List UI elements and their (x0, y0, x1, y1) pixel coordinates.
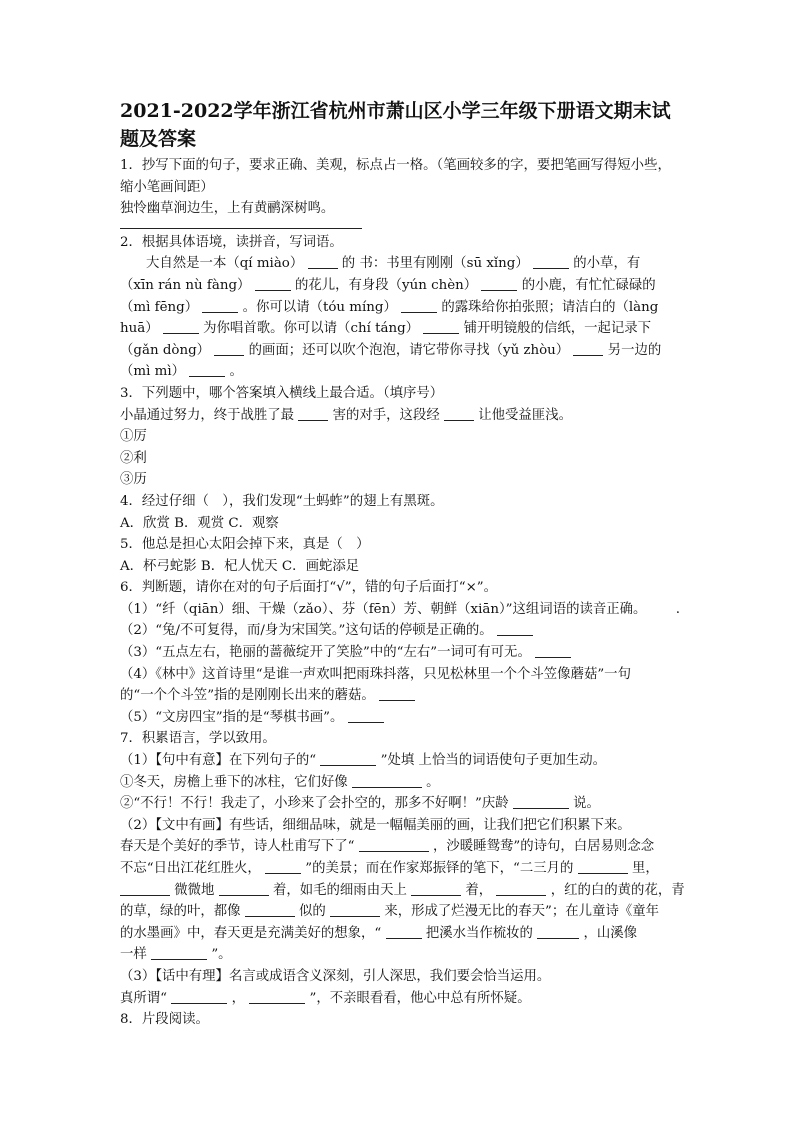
answer-blank[interactable] (379, 686, 415, 701)
text-segment: 的草，绿的叶，都像 (120, 904, 241, 920)
answer-blank[interactable] (573, 341, 603, 356)
text-segment: 铺开明镜般的信纸，一起记录下 (463, 321, 652, 337)
text-segment: 害的对手，这段经 (332, 407, 440, 423)
answer-blank[interactable] (386, 924, 422, 939)
text-segment: 。你可以请（tóu míng） (242, 299, 397, 315)
option-item[interactable]: ②利 (120, 450, 147, 466)
text-segment: 让他受益匪浅。 (478, 407, 572, 423)
text-segment: 的小草，有 (573, 256, 641, 272)
question-6-stem: 6．判断题，请你在对的句子后面打“√”，错的句子后面打“×”。 (120, 580, 498, 596)
judgement-item (120, 707, 676, 729)
answer-blank[interactable] (537, 924, 579, 939)
text-segment: ”，不亲眼看看，他心中总有所怀疑。 (309, 990, 531, 1006)
answer-blank[interactable] (481, 276, 517, 291)
judgement-item (120, 642, 676, 664)
answer-blank[interactable] (308, 254, 338, 269)
answer-blank[interactable] (352, 773, 422, 788)
text-segment: （1）【句中有意】在下列句子的“ (120, 753, 317, 769)
answer-blank[interactable] (298, 406, 328, 421)
text-segment: 的 书：书里有刚刚（sū xǐng） (341, 256, 529, 272)
text-segment: 的水墨画》中，春天更是充满美好的想象，“ (120, 925, 382, 941)
answer-blank[interactable] (401, 298, 437, 313)
question-2-line (120, 297, 676, 319)
page-title: 2021-2022学年浙江省杭州市萧山区小学三年级下册语文期末试题及答案 (120, 100, 671, 150)
answer-blank[interactable] (214, 341, 244, 356)
answer-blank[interactable] (151, 945, 207, 960)
text-segment: 小晶通过努力，终于战胜了最 (120, 407, 295, 423)
text-segment: （mì mì） (120, 364, 185, 380)
judgement-item (120, 620, 676, 642)
question-7-text (120, 944, 676, 966)
question-2-line (120, 361, 676, 383)
answer-blank[interactable] (219, 881, 269, 896)
text-segment: ，沙暖睡鸳鸯”的诗句，白居易则念念 (433, 839, 655, 855)
text-segment: （3）“五点左右，艳丽的蔷薇绽开了笑脸”中的“左右”一词可有可无。 (120, 645, 531, 661)
text-segment: 春天是个美好的季节，诗人杜甫写下了“ (120, 839, 355, 855)
question-7-text (120, 880, 685, 902)
text-segment: ①冬天，房檐上垂下的冰柱，它们好像 (120, 774, 348, 790)
answer-blank[interactable] (202, 298, 238, 313)
question-7-item (120, 772, 676, 794)
text-segment: 一样 (120, 947, 147, 963)
question-7-stem: 7．积累语言，学以致用。 (120, 731, 276, 747)
question-7-part3: （3）【话中有理】名言或成语含义深刻，引人深思，我们要会恰当运用。 (120, 968, 551, 984)
question-2-line (120, 253, 676, 275)
answer-blank[interactable] (535, 643, 571, 658)
question-4-stem: 4．经过仔细（ ），我们发现“土蚂蚱”的翅上有黑斑。 (120, 493, 444, 509)
text-segment: 另一边的 (607, 342, 662, 358)
answer-blank[interactable] (320, 751, 376, 766)
question-7-text (120, 836, 676, 858)
answer-blank[interactable] (411, 881, 461, 896)
answer-blank[interactable] (245, 902, 295, 917)
text-segment: 来，形成了烂漫无比的春天”；在儿童诗《童年 (384, 904, 660, 920)
option-item[interactable]: ①厉 (120, 429, 147, 445)
question-5-stem: 5．他总是担心太阳会掉下来，真是（ ） (120, 537, 370, 553)
text-segment: 为你唱首歌。你可以请（chí táng） (203, 321, 420, 337)
answer-blank[interactable] (444, 406, 474, 421)
answer-blank[interactable] (513, 794, 569, 809)
text-segment: 。 (229, 364, 243, 380)
answer-blank[interactable] (533, 254, 569, 269)
answer-blank[interactable] (423, 319, 459, 334)
question-7-part2: （2）【文中有画】有些话，细细品味，就是一幅幅美丽的画，让我们把它们积累下来。 (120, 817, 631, 833)
text-segment: 。 (426, 774, 440, 790)
answer-blank[interactable] (265, 859, 301, 874)
question-2-line (120, 318, 676, 340)
answer-blank[interactable] (120, 881, 170, 896)
judgement-item (120, 599, 680, 621)
answer-blank[interactable] (348, 708, 384, 723)
text-segment: （2）“兔/不可复得，而/身为宋国笑。”这句话的停顿是正确的。 (120, 623, 493, 639)
question-1-sentence: 独怜幽草涧边生，上有黄鹂深树鸣。 (120, 201, 335, 217)
answer-blank[interactable] (330, 902, 380, 917)
text-segment: 说。 (573, 796, 600, 812)
text-segment: （1）“纤（qiān）细、干燥（zǎo）、芬（fēn）芳、朝鲜（xiān）”这组词语的读音正确。 (120, 601, 647, 617)
text-segment: 里， (631, 861, 659, 876)
question-7-text (120, 901, 676, 923)
answer-blank[interactable] (163, 319, 199, 334)
text-segment: 的“一个个斗笠”指的是刚刚长出来的蘑菇。 (120, 688, 375, 704)
text-segment: （gǎn dòng） (120, 342, 211, 358)
answer-blank[interactable] (496, 881, 546, 896)
answer-blank[interactable] (359, 837, 429, 852)
text-segment: 真所谓“ (120, 990, 168, 1006)
question-3-sentence (120, 405, 676, 427)
text-segment: ，红的白的黄的花，青 (550, 882, 685, 898)
text-segment: 的小鹿，有忙忙碌碌的 (521, 277, 656, 293)
question-2-stem: 2．根据具体语境，读拼音，写词语。 (120, 234, 343, 250)
text-segment: 不忘“日出江花红胜火， (120, 861, 261, 876)
answer-blank[interactable] (255, 276, 291, 291)
text-segment: 似的 (299, 904, 326, 920)
question-7-part1 (120, 750, 676, 772)
answer-blank[interactable] (171, 989, 227, 1004)
judgement-item (120, 685, 676, 707)
question-7-text (120, 988, 676, 1010)
question-2-line (120, 340, 676, 362)
question-7-text (120, 858, 676, 880)
text-segment: ，山溪像 (583, 925, 638, 941)
answer-blank[interactable] (497, 621, 533, 636)
option-item[interactable]: ③历 (120, 472, 147, 488)
question-2-line (120, 275, 676, 297)
text-segment: 的露珠给你拍张照；请洁白的（làng (441, 299, 659, 315)
exam-page (120, 97, 685, 1031)
text-segment: （5）“文房四宝”指的是“琴棋书画”。 (120, 709, 344, 725)
answer-blank[interactable] (189, 362, 225, 377)
mark-dot: . (675, 601, 680, 617)
text-segment: 的花儿，有身段（yún chèn） (294, 277, 478, 293)
text-segment: ”的美景；而在作家郑振铎的笔下，“二三月的 (305, 861, 574, 876)
text-segment: ， (231, 990, 245, 1006)
text-segment: ”处填 上恰当的词语使句子更加生动。 (380, 753, 607, 769)
question-7-text (120, 923, 676, 945)
text-segment: ②“不行！不行！我走了，小珍来了会扑空的，那多不好啊！”庆龄 (120, 796, 509, 812)
question-4-options[interactable]: A．欣赏 B．观赏 C．观察 (120, 515, 279, 531)
text-segment: 的画面；还可以吹个泡泡，请它带你寻找（yǔ zhòu） (248, 342, 570, 358)
question-7-item (120, 793, 676, 815)
text-segment: 着，如毛的细雨由天上 (272, 882, 407, 898)
answer-blank[interactable] (249, 989, 305, 1004)
text-segment: 大自然是一本（qí miào） (146, 256, 304, 272)
question-3-stem: 3．下列题中，哪个答案填入横线上最合适。（填序号） (120, 385, 444, 401)
text-segment: 着， (465, 882, 493, 898)
text-segment: huā） (120, 321, 159, 337)
text-segment: （xīn rán nù fàng） (120, 277, 251, 293)
text-segment: 把溪水当作梳妆的 (425, 925, 533, 941)
answer-blank[interactable] (578, 859, 628, 874)
text-segment: （mì fēng） (120, 299, 199, 315)
question-5-options[interactable]: A．杯弓蛇影 B．杞人忧天 C．画蛇添足 (120, 558, 360, 574)
question-1-stem: 1．抄写下面的句子，要求正确、美观，标点占一格。（笔画较多的字，要把笔画写得短小些，缩小笔画间距） (120, 158, 671, 195)
text-segment: ”。 (211, 947, 232, 963)
text-segment: 微微地 (174, 882, 215, 898)
copy-answer-line[interactable] (120, 220, 362, 229)
question-8-stem: 8．片段阅读。 (120, 1012, 209, 1028)
judgement-item: （4）《林中》这首诗里“是谁一声欢叫把雨珠抖落，只见松林里一个个斗笠像蘑菇”一句 (120, 666, 631, 682)
